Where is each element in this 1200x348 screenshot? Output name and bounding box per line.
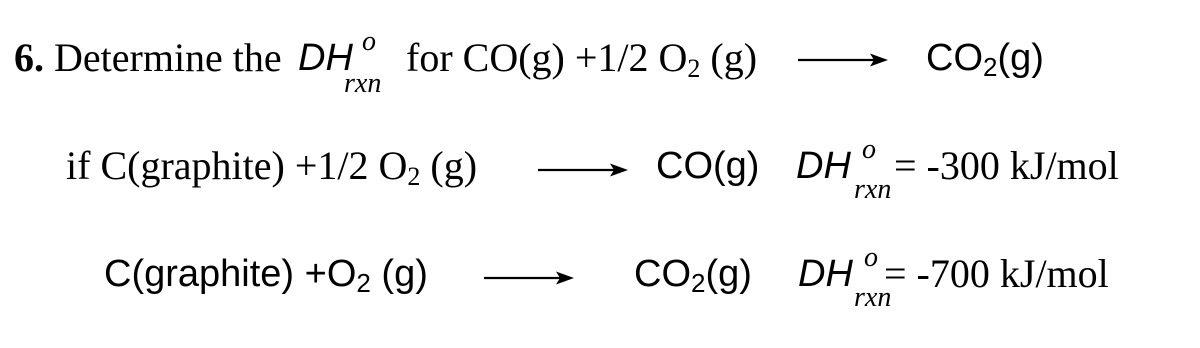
for-text: for [406, 35, 453, 80]
dh-superscript: o [862, 134, 876, 165]
target-product: $CO_2(g)$ [926, 37, 1044, 82]
enthalpy-symbol [796, 134, 892, 205]
enthalpy-symbol [798, 242, 892, 313]
target-reaction [406, 34, 757, 82]
enthalpy-value-2: = -700 kJ/mol [884, 251, 1109, 296]
question-line [14, 34, 282, 82]
reaction-arrow-icon [538, 162, 628, 178]
given-product-2: $CO_2(g)$ [634, 253, 752, 298]
dh-superscript: o [362, 26, 376, 57]
reaction-arrow-icon [484, 270, 574, 286]
target-reactants: CO(g) +1/2 $O_2$ (g) [462, 35, 758, 83]
dh-superscript: o [864, 242, 878, 273]
given-prefix: if [66, 143, 91, 188]
dh-symbol-text: DH [798, 253, 853, 295]
dh-subscript: rxn [854, 282, 892, 313]
dh-subscript: rxn [854, 174, 892, 205]
enthalpy-value-1: = -300 kJ/mol [894, 143, 1119, 188]
enthalpy-symbol [298, 26, 382, 99]
given-product-1: CO(g) [656, 145, 760, 187]
given-reactants: C(graphite) $+O_2$ (g) [104, 253, 428, 298]
dh-symbol-text: DH [298, 37, 353, 79]
given-reaction-1 [66, 142, 477, 190]
dh-symbol-text: DH [796, 145, 851, 187]
reaction-arrow-icon [798, 52, 888, 68]
problem-prompt: Determine the [54, 35, 282, 80]
given-reactants: C(graphite) +1/2 $O_2$ (g) [100, 143, 478, 191]
dh-subscript: rxn [344, 68, 382, 99]
problem-number: 6. [14, 35, 44, 80]
given-reaction-2 [104, 250, 428, 298]
